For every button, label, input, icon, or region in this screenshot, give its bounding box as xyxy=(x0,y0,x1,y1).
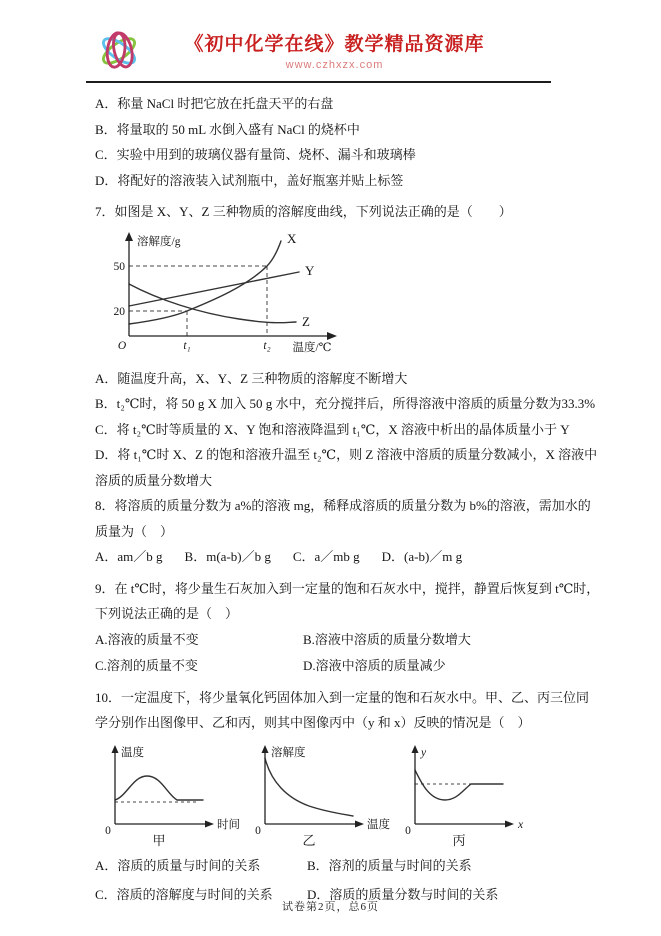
q7-solubility-chart xyxy=(99,228,569,362)
q8-stem-line1: 8．将溶质的质量分数为 a%的溶液 mg，稀释成溶质的质量分数为 b%的溶液，需加水的 xyxy=(95,498,591,513)
page-footer: 试卷第2页，总6页 xyxy=(282,901,379,913)
prev-option-b: B．将量取的 50 mL 水倒入盛有 NaCl 的烧杯中 xyxy=(95,121,360,137)
q7-stem: 7．如图是 X、Y、Z 三种物质的溶解度曲线，下列说法正确的是（ ） xyxy=(95,204,512,219)
origin-label: O xyxy=(117,339,127,352)
jia-y-arrow xyxy=(112,745,119,753)
q9-option-a: A.溶液的质量不变 xyxy=(95,631,199,647)
q9-option-b: B.溶液中溶质的质量分数增大 xyxy=(303,631,471,647)
yi-caption: 乙 xyxy=(302,832,316,848)
bing-xlabel: x xyxy=(518,818,524,831)
q10-option-a: A．溶质的质量与时间的关系 xyxy=(95,857,261,873)
q10-stem-line1: 10．一定温度下，将少量氧化钙固体加入到一定量的饱和石灰水中。甲、乙、丙三位同 xyxy=(95,689,590,705)
q8-stem-line2: 质量为（ ） xyxy=(95,523,174,539)
q10-mini-charts xyxy=(97,742,569,849)
q9-options-row-2 xyxy=(95,653,569,679)
q8-option-d: D．(a-b)／m g xyxy=(381,549,463,564)
y-axis-label: 溶解度/g xyxy=(137,235,181,248)
q9-option-c: C.溶剂的质量不变 xyxy=(95,657,198,673)
bing-y-arrow xyxy=(412,745,419,753)
y-axis-arrow xyxy=(125,232,133,241)
q7-option-d: D．将 t₁℃时 X、Z 的饱和溶液升温至 t₂℃，则 Z 溶液中溶质的质量分数减小，X 溶液中 xyxy=(95,447,598,462)
xtick-t2: t₂ xyxy=(263,339,271,352)
series-label-Z: Z xyxy=(302,313,310,329)
header-title-block xyxy=(142,29,527,71)
q8-option-a: A．am／b g xyxy=(95,549,163,564)
bing-origin: 0 xyxy=(405,824,411,837)
ytick-20: 20 xyxy=(113,305,125,318)
jia-origin: 0 xyxy=(105,824,111,837)
bing-caption: 丙 xyxy=(452,832,466,848)
bing-ylabel: y xyxy=(421,746,427,759)
exam-content xyxy=(0,83,661,909)
yi-origin: 0 xyxy=(255,824,261,837)
q10-options-row-1 xyxy=(95,851,569,880)
ytick-50: 50 xyxy=(113,260,125,273)
q9-options-row-1 xyxy=(95,627,569,653)
q9-stem-line2: 下列说法正确的是（ ） xyxy=(95,606,239,621)
series-label-Y: Y xyxy=(305,262,315,278)
q7-option-c: C．将 t₂℃时等质量的 X、Y 饱和溶液降温到 t₁℃，X 溶液中析出的晶体质量小于 Y xyxy=(95,421,570,437)
q10-chart-yi xyxy=(247,742,395,849)
site-header xyxy=(0,0,661,74)
curve-Y xyxy=(129,272,299,306)
series-label-X: X xyxy=(287,230,297,246)
q10-stem-line2: 学分别作出图像甲、乙和丙，则其中图像丙中（y 和 x）反映的情况是（ ） xyxy=(95,715,531,730)
q8-option-c: C．a／mb g xyxy=(292,549,360,564)
bing-x-arrow xyxy=(505,820,514,827)
q8-option-b: B．m(a-b)／b g xyxy=(184,549,271,564)
x-axis-label: 温度/℃ xyxy=(292,341,332,354)
yi-ylabel: 溶解度 xyxy=(271,746,306,759)
q10-option-b: B．溶剂的质量与时间的关系 xyxy=(307,857,472,873)
q10-chart-bing xyxy=(397,742,545,849)
site-logo xyxy=(96,26,142,74)
prev-option-a: A．称量 NaCl 时把它放在托盘天平的右盘 xyxy=(95,96,334,111)
x-axis-arrow xyxy=(327,332,337,340)
jia-curve xyxy=(115,776,203,800)
q7-option-d-cont: 溶质的质量分数增大 xyxy=(95,472,213,488)
q10-chart-jia xyxy=(97,742,245,849)
prev-option-c: C．实验中用到的玻璃仪器有量筒、烧杯、漏斗和玻璃棒 xyxy=(95,147,416,162)
q10-option-c: C．溶质的溶解度与时间的关系 xyxy=(95,886,273,902)
jia-caption: 甲 xyxy=(152,832,166,848)
bing-curve xyxy=(415,770,503,800)
jia-xlabel: 时间 xyxy=(217,818,240,831)
yi-xlabel: 温度 xyxy=(367,818,390,831)
jia-x-arrow xyxy=(205,820,214,827)
dashed-guide-t2-50 xyxy=(129,266,267,336)
yi-curve xyxy=(265,758,353,816)
site-url: www.czhxzx.com xyxy=(285,59,384,71)
prev-option-d: D．将配好的溶液装入试剂瓶中，盖好瓶塞并贴上标签 xyxy=(95,172,404,188)
q9-stem-line1: 9．在 t℃时，将少量生石灰加入到一定量的饱和石灰水中，搅拌，静置后恢复到 t℃时， xyxy=(95,580,600,596)
q10-option-d: D．溶质的质量分数与时间的关系 xyxy=(307,886,499,902)
site-title: 《初中化学在线》教学精品资源库 xyxy=(184,34,485,55)
q9-option-d: D.溶液中溶质的质量减少 xyxy=(303,657,446,673)
q7-option-b: B．t₂℃时，将 50 g X 加入 50 g 水中，充分搅拌后，所得溶液中溶质的质量分数为33.3% xyxy=(95,396,596,411)
atom-icon xyxy=(96,26,142,74)
q7-option-a: A．随温度升高，X、Y、Z 三种物质的溶解度不断增大 xyxy=(95,370,408,386)
jia-ylabel: 温度 xyxy=(121,746,144,759)
solubility-chart-svg xyxy=(99,228,351,358)
xtick-t1: t₁ xyxy=(183,339,191,352)
curve-X xyxy=(129,241,281,324)
yi-y-arrow xyxy=(262,745,269,753)
q8-options-row xyxy=(95,544,569,570)
yi-x-arrow xyxy=(355,820,364,827)
